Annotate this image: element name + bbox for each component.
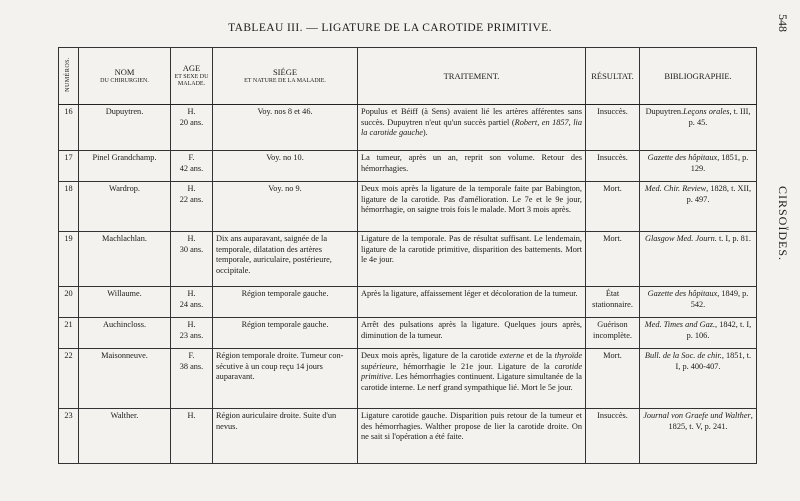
patient-sex: H.	[187, 289, 196, 298]
header-age-main: AGE	[182, 62, 201, 73]
patient-sex: H.	[187, 184, 196, 193]
treatment-text	[358, 409, 586, 464]
table-body	[59, 105, 757, 464]
header-seat-main: SIÉGE	[272, 66, 298, 77]
patient-age: 24 ans.	[179, 299, 204, 309]
table-row	[59, 182, 757, 232]
row-number: 19	[59, 232, 79, 287]
table-row	[59, 287, 757, 318]
header-treatment: TRAITEMENT.	[358, 48, 586, 105]
treatment-fragment: carotide primitive	[361, 361, 582, 382]
age-sex-cell	[171, 349, 213, 409]
treatment-text	[358, 349, 586, 409]
table-row	[59, 232, 757, 287]
bibliography-fragment: , 1849, p. 542.	[690, 289, 749, 309]
treatment-fragment: La tumeur, après un an, reprit son volume. Retour des hémorrhagies.	[361, 153, 582, 173]
bibliography-text	[640, 151, 757, 182]
treatment-fragment: Après la ligature, affaissement léger et décoloration de la tumeur.	[361, 289, 578, 298]
result-text: État stationnaire.	[586, 287, 640, 318]
result-text: Insuccès.	[586, 409, 640, 464]
patient-sex: H.	[187, 411, 196, 420]
patient-sex: H.	[187, 234, 196, 243]
result-text: Mort.	[586, 182, 640, 232]
treatment-fragment: Populus et Béiff (à Sens) avaient lié les artères afférentes sans succès. Dupuytren n'eut qu'un succès partiel (	[361, 107, 582, 127]
row-number: 21	[59, 318, 79, 349]
patient-age: 30 ans.	[179, 244, 204, 254]
result-text: Guérison incomplète.	[586, 318, 640, 349]
treatment-fragment: Ligature carotide gauche. Disparition puis retour de la tumeur et des hémorrhagies. Walther propose de lier la carotide droite. On ne sait si l'opération a été faite.	[361, 411, 582, 442]
patient-age: 20 ans.	[179, 117, 204, 127]
header-numero: NUMÉROS.	[59, 48, 79, 105]
bibliography-fragment: Leçons orales	[683, 107, 730, 116]
treatment-fragment: Ligature de la temporale. Pas de résultat suffisant. Le lendemain, ligature de la carotide primitive, disparition des battements. Mort le 4e jour.	[361, 234, 582, 265]
bibliography-fragment: Gazette des hôpitaux	[647, 289, 718, 298]
treatment-text	[358, 232, 586, 287]
surgeon-name: Walther.	[79, 409, 171, 464]
disease-seat: Voy. no 10.	[213, 151, 358, 182]
age-sex-cell	[171, 232, 213, 287]
bibliography-fragment: , 1842, t. I, p. 106.	[686, 320, 752, 340]
header-seat-sub: ET NATURE DE LA MALADIE.	[244, 77, 326, 84]
age-sex-cell	[171, 287, 213, 318]
bibliography-text	[640, 349, 757, 409]
bibliography-fragment: , 1851, p. 129.	[690, 153, 749, 173]
table-row	[59, 409, 757, 464]
disease-seat: Région temporale gauche.	[213, 318, 358, 349]
header-surgeon-main: NOM	[114, 66, 135, 77]
header-age-sub: ET SEXE DU MALADE.	[174, 73, 209, 88]
bibliography-fragment: , t. III, p. 45.	[688, 107, 751, 127]
header-surgeon-sub: DU CHIRURGIEN.	[100, 77, 149, 84]
treatment-fragment: Arrêt des pulsations après la ligature. Quelques jours après, diminution de la tumeur.	[361, 320, 582, 340]
treatment-fragment: Deux mois après la ligature de la temporale faite par Babington, ligature de la carotide. Pas d'amélioration. Le 7e et le 9e jour, hémorrhagie, on saigne trois fois le malade. Mort 3 mois après.	[361, 184, 582, 215]
treatment-fragment: ).	[422, 128, 428, 138]
bibliography-text	[640, 287, 757, 318]
result-text: Insuccès.	[586, 105, 640, 151]
patient-age: 38 ans.	[179, 361, 204, 371]
treatment-text	[358, 287, 586, 318]
patient-age: 23 ans.	[179, 330, 204, 340]
running-side-title: CIRSOÏDES.	[776, 186, 790, 262]
disease-seat: Région temporale droite. Tumeur consécutive à un coup reçu 14 jours auparavant.	[213, 349, 358, 409]
result-text: Insuccès.	[586, 151, 640, 182]
treatment-fragment: . Les hémorrhagies continuent. Ligature simultanée de la carotide interne. Le nerf grand sympathique lié. Mort le 5e jour.	[361, 372, 582, 392]
age-sex-cell	[171, 182, 213, 232]
ligature-table	[58, 47, 757, 464]
row-number: 17	[59, 151, 79, 182]
treatment-fragment: , hémorrhagie le 21e jour. Ligature de la	[396, 361, 555, 371]
patient-sex: F.	[188, 351, 195, 360]
page-title: TABLEAU III. — LIGATURE DE LA CAROTIDE PRIMITIVE.	[228, 22, 552, 34]
bibliography-fragment: Gazette des hôpitaux	[647, 153, 718, 162]
treatment-fragment: Robert, en 1857, lia la carotide gauche	[361, 117, 583, 138]
age-sex-cell	[171, 151, 213, 182]
patient-sex: H.	[187, 320, 196, 329]
header-result: RÉSULTAT.	[586, 48, 640, 105]
table-row	[59, 318, 757, 349]
bibliography-fragment: Dupuytren.	[645, 107, 684, 116]
age-sex-cell	[171, 318, 213, 349]
bibliography-fragment: , 1851, t. I, p. 400-407.	[675, 351, 752, 371]
row-number: 23	[59, 409, 79, 464]
bibliography-fragment: Bull. de la Soc. de chir.	[644, 351, 722, 360]
bibliography-text	[640, 409, 757, 464]
bibliography-fragment: Glasgow Med. Journ.	[644, 234, 717, 243]
header-bibliography: BIBLIOGRAPHIE.	[640, 48, 757, 105]
treatment-fragment: et de la	[523, 351, 555, 360]
patient-age: 22 ans.	[179, 194, 204, 204]
table-row	[59, 349, 757, 409]
disease-seat: Région auriculaire droite. Suite d'un nevus.	[213, 409, 358, 464]
row-number: 22	[59, 349, 79, 409]
disease-seat: Dix ans auparavant, saignée de la temporale, dilatation des artères temporale, auriculaire, postérieure, occipitale.	[213, 232, 358, 287]
header-seat	[213, 48, 358, 105]
surgeon-name: Willaume.	[79, 287, 171, 318]
bibliography-fragment: Journal von Graefe und Walther	[643, 411, 751, 420]
surgeon-name: Maisonneuve.	[79, 349, 171, 409]
bibliography-fragment: t. I, p. 81.	[716, 234, 751, 243]
treatment-text	[358, 105, 586, 151]
treatment-text	[358, 318, 586, 349]
bibliography-fragment: , 1828, t. XII, p. 497.	[686, 184, 752, 204]
row-number: 16	[59, 105, 79, 151]
treatment-text	[358, 151, 586, 182]
table-header	[59, 48, 757, 105]
treatment-text	[358, 182, 586, 232]
treatment-fragment: Deux mois après, ligature de la carotide	[361, 351, 500, 360]
treatment-fragment: externe	[499, 351, 524, 360]
row-number: 20	[59, 287, 79, 318]
bibliography-fragment: Med. Chir. Review	[644, 184, 707, 193]
header-surgeon	[79, 48, 171, 105]
table-row	[59, 105, 757, 151]
surgeon-name: Wardrop.	[79, 182, 171, 232]
result-text: Mort.	[586, 232, 640, 287]
age-sex-cell	[171, 105, 213, 151]
surgeon-name: Pinel Grandchamp.	[79, 151, 171, 182]
disease-seat: Région temporale gauche.	[213, 287, 358, 318]
surgeon-name: Machlachlan.	[79, 232, 171, 287]
disease-seat: Voy. nos 8 et 46.	[213, 105, 358, 151]
header-age	[171, 48, 213, 105]
patient-age: 42 ans.	[179, 163, 204, 173]
treatment-fragment: thyroïde supérieure	[361, 351, 582, 371]
result-text: Mort.	[586, 349, 640, 409]
disease-seat: Voy. no 9.	[213, 182, 358, 232]
patient-sex: F.	[188, 153, 195, 162]
surgeon-name: Auchincloss.	[79, 318, 171, 349]
bibliography-text	[640, 182, 757, 232]
bibliography-fragment: Med. Times and Gaz.	[644, 320, 716, 329]
bibliography-text	[640, 318, 757, 349]
bibliography-fragment: , 1825, t. V, p. 241.	[668, 411, 753, 431]
age-sex-cell	[171, 409, 213, 464]
bibliography-text	[640, 232, 757, 287]
patient-sex: H.	[187, 107, 196, 116]
bibliography-text	[640, 105, 757, 151]
row-number: 18	[59, 182, 79, 232]
surgeon-name: Dupuytren.	[79, 105, 171, 151]
page-number: 548	[776, 14, 790, 32]
table-row	[59, 151, 757, 182]
